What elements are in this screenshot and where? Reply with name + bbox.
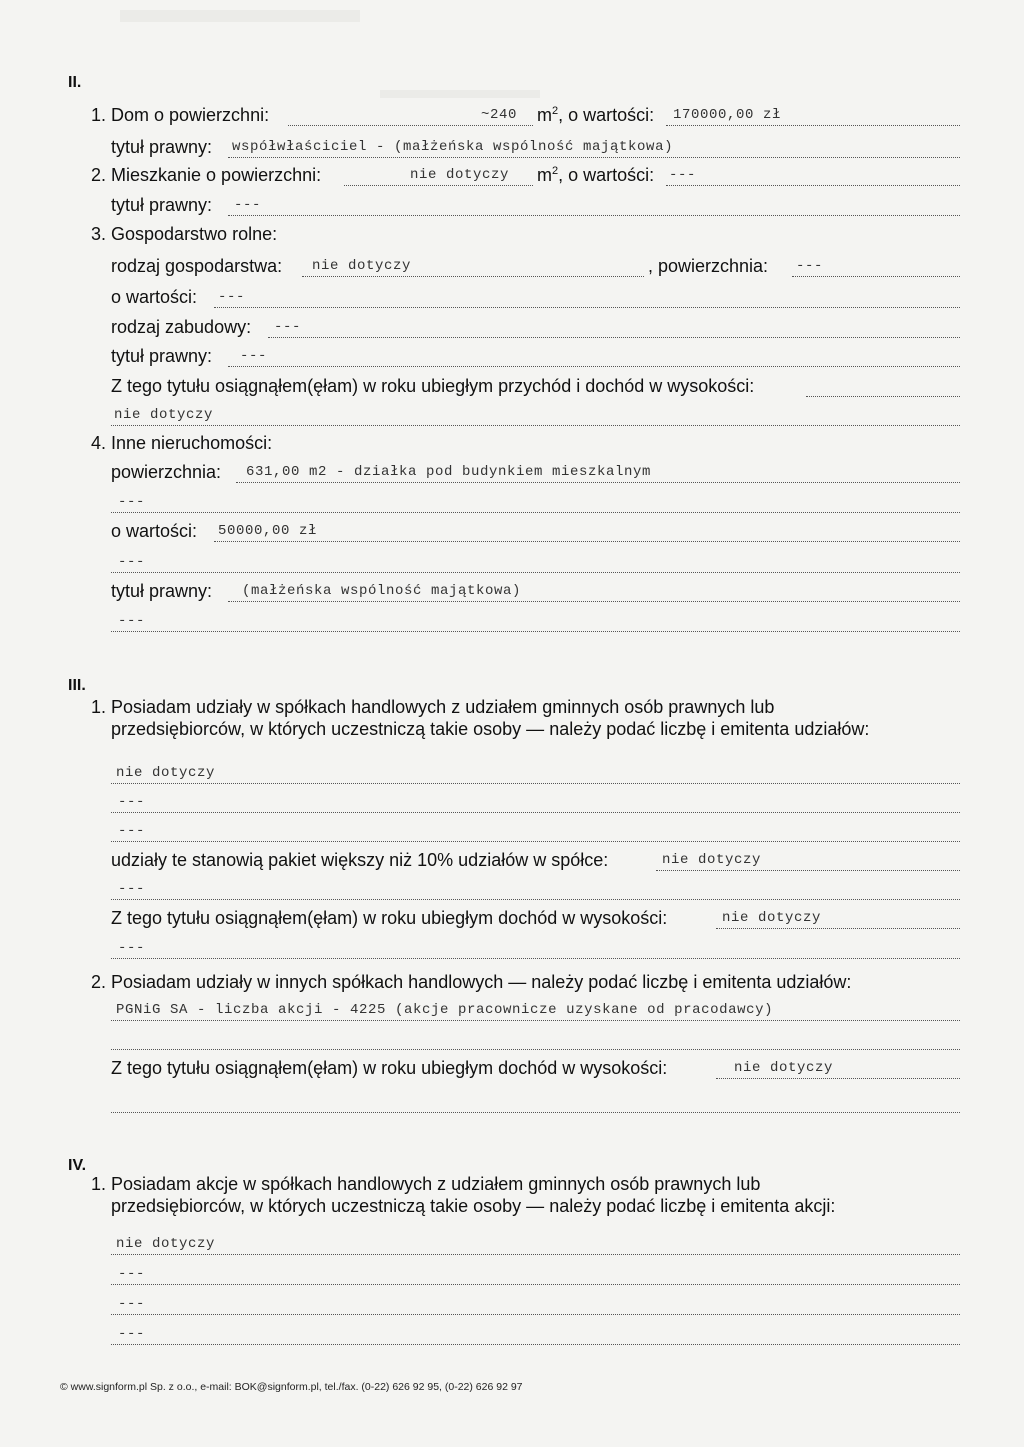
section-iv-label: IV. bbox=[68, 1157, 87, 1174]
gosp-wartosc-label: o wartości: bbox=[111, 287, 198, 307]
mieszkanie-value: --- bbox=[669, 167, 697, 183]
gosp-powierzchnia-line bbox=[792, 276, 960, 277]
udzialy-gminne-line-b bbox=[111, 812, 960, 813]
dom-tytul-line bbox=[228, 157, 960, 158]
inne-wartosc-value-2: --- bbox=[118, 554, 146, 570]
gosp-powierzchnia-value: --- bbox=[796, 258, 824, 274]
udzialy-gminne-value-a: nie dotyczy bbox=[116, 765, 216, 781]
inne-wartosc-label: o wartości: bbox=[111, 521, 198, 541]
footer-text: © www.signform.pl Sp. z o.o., e-mail: BOK@signform.pl, tel./fax. (0-22) 626 92 95, (0-22) 626 92 97 bbox=[60, 1381, 523, 1393]
mieszkanie-area-value: nie dotyczy bbox=[410, 167, 510, 183]
section-iii-label: III. bbox=[68, 677, 86, 694]
reverse-side-bleed bbox=[120, 10, 360, 22]
inne-wartosc-value: 50000,00 zł bbox=[218, 523, 318, 539]
akcje-line1: 1. Posiadam akcje w spółkach handlowych z udziałem gminnych osób prawnych lub bbox=[91, 1174, 761, 1194]
gosp-przychod-value: nie dotyczy bbox=[114, 407, 214, 423]
dom-label: 1. Dom o powierzchni: bbox=[91, 105, 270, 125]
udzialy-inne-label: 2. Posiadam udziały w innych spółkach handlowych — należy podać liczbę i emitenta udziałów: bbox=[91, 972, 852, 992]
inne-powierzchnia-value-2: --- bbox=[118, 494, 146, 510]
dochod2-label: Z tego tytułu osiągnąłem(ęłam) w roku ubiegłym dochód w wysokości: bbox=[111, 1058, 668, 1078]
inne-powierzchnia-line-2 bbox=[111, 512, 960, 513]
mieszkanie-tytul-value: --- bbox=[234, 197, 262, 213]
inne-wartosc-line bbox=[214, 541, 960, 542]
pakiet-value-2: --- bbox=[118, 881, 146, 897]
rodzaj-gospodarstwa-label: rodzaj gospodarstwa: bbox=[111, 256, 283, 276]
mieszkanie-tytul-line bbox=[228, 215, 960, 216]
akcje-line2: przedsiębiorców, w których uczestniczą takie osoby — należy podać liczbę i emitenta akcji: bbox=[111, 1196, 836, 1216]
gosp-tytul-line bbox=[228, 366, 960, 367]
gosp-wartosc-line bbox=[214, 307, 960, 308]
mieszkanie-unit: $m^2$, o wartości: bbox=[537, 165, 655, 185]
mieszkanie-value-line bbox=[666, 185, 960, 186]
udzialy-gminne-line1: 1. Posiadam udziały w spółkach handlowych z udziałem gminnych osób prawnych lub bbox=[91, 697, 775, 717]
udzialy-gminne-value-c: --- bbox=[118, 823, 146, 839]
mieszkanie-area-line bbox=[344, 185, 533, 186]
dochod1-label: Z tego tytułu osiągnąłem(ęłam) w roku ubiegłym dochód w wysokości: bbox=[111, 908, 668, 928]
inne-tytul-line bbox=[228, 601, 960, 602]
inne-tytul-value: (małżeńska wspólność majątkowa) bbox=[242, 583, 522, 599]
gospodarstwo-label: 3. Gospodarstwo rolne: bbox=[91, 224, 278, 244]
inne-powierzchnia-line bbox=[236, 482, 960, 483]
udzialy-gminne-line-c bbox=[111, 841, 960, 842]
akcje-line-b bbox=[111, 1284, 960, 1285]
akcje-line-d bbox=[111, 1344, 960, 1345]
inne-nieruchomosci-label: 4. Inne nieruchomości: bbox=[91, 433, 273, 453]
dochod1-value: nie dotyczy bbox=[722, 910, 822, 926]
inne-powierzchnia-label: powierzchnia: bbox=[111, 462, 222, 482]
inne-tytul-value-2: --- bbox=[118, 613, 146, 629]
akcje-line-a bbox=[111, 1254, 960, 1255]
gosp-wartosc-value: --- bbox=[218, 289, 246, 305]
udzialy-gminne-line-a bbox=[111, 783, 960, 784]
inne-powierzchnia-value: 631,00 m2 - działka pod budynkiem mieszkalnym bbox=[246, 464, 652, 480]
udzialy-inne-line-a bbox=[111, 1020, 960, 1021]
section-ii-label: II. bbox=[68, 74, 82, 91]
dom-area-line bbox=[288, 125, 533, 126]
dom-value-line bbox=[666, 125, 960, 126]
zabudowy-value: --- bbox=[274, 319, 302, 335]
akcje-value-a: nie dotyczy bbox=[116, 1236, 216, 1252]
mieszkanie-label: 2. Mieszkanie o powierzchni: bbox=[91, 165, 322, 185]
pakiet-label: udziały te stanowią pakiet większy niż 10% udziałów w spółce: bbox=[111, 850, 609, 870]
dochod2-line bbox=[716, 1078, 960, 1079]
akcje-line-c bbox=[111, 1314, 960, 1315]
dom-tytul-label: tytuł prawny: bbox=[111, 137, 213, 157]
gosp-tytul-label: tytuł prawny: bbox=[111, 346, 213, 366]
rodzaj-gospodarstwa-line bbox=[302, 276, 644, 277]
gosp-przychod-line-a bbox=[806, 396, 960, 397]
inne-tytul-label: tytuł prawny: bbox=[111, 581, 213, 601]
dom-tytul-value: współwłaściciel - (małżeńska wspólność majątkowa) bbox=[232, 139, 674, 155]
dochod2-value: nie dotyczy bbox=[734, 1060, 834, 1076]
pakiet-line-2 bbox=[111, 899, 960, 900]
akcje-value-c: --- bbox=[118, 1296, 146, 1312]
dom-value: 170000,00 zł bbox=[673, 107, 782, 123]
udzialy-inne-value: PGNiG SA - liczba akcji - 4225 (akcje pracownicze uzyskane od pracodawcy) bbox=[116, 1002, 774, 1018]
gosp-tytul-value: --- bbox=[240, 348, 268, 364]
mieszkanie-tytul-label: tytuł prawny: bbox=[111, 195, 213, 215]
pakiet-line bbox=[656, 870, 960, 871]
dochod1-line bbox=[716, 928, 960, 929]
zabudowy-line bbox=[268, 337, 960, 338]
dochod1-value-2: --- bbox=[118, 940, 146, 956]
inne-wartosc-line-2 bbox=[111, 572, 960, 573]
gosp-przychod-label: Z tego tytułu osiągnąłem(ęłam) w roku ubiegłym przychód i dochód w wysokości: bbox=[111, 376, 755, 396]
gosp-powierzchnia-label: , powierzchnia: bbox=[648, 256, 769, 276]
reverse-side-bleed bbox=[380, 90, 540, 98]
udzialy-gminne-value-b: --- bbox=[118, 794, 146, 810]
pakiet-value: nie dotyczy bbox=[662, 852, 762, 868]
rodzaj-gospodarstwa-value: nie dotyczy bbox=[312, 258, 412, 274]
inne-tytul-line-2 bbox=[111, 631, 960, 632]
akcje-value-b: --- bbox=[118, 1266, 146, 1282]
dom-unit: $m^2$, o wartości: bbox=[537, 105, 655, 125]
gosp-przychod-line-b bbox=[111, 425, 960, 426]
udzialy-gminne-line2: przedsiębiorców, w których uczestniczą takie osoby — należy podać liczbę i emitenta udziałów: bbox=[111, 719, 870, 739]
udzialy-inne-line-b bbox=[111, 1049, 960, 1050]
dochod1-line-2 bbox=[111, 958, 960, 959]
akcje-value-d: --- bbox=[118, 1326, 146, 1342]
zabudowy-label: rodzaj zabudowy: bbox=[111, 317, 252, 337]
dom-area-value: ~240 bbox=[481, 107, 518, 123]
dochod2-line-2 bbox=[111, 1112, 960, 1113]
